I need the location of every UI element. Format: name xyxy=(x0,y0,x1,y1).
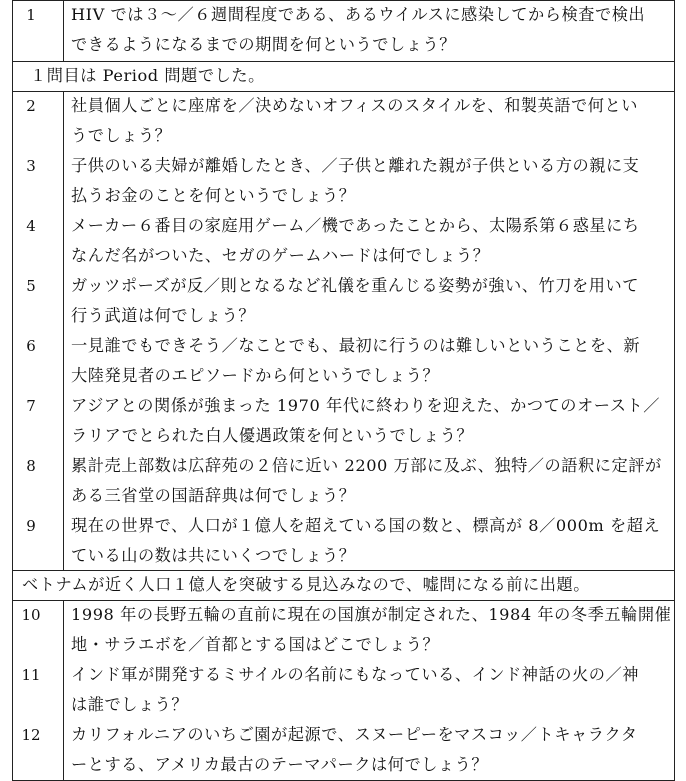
question-row-12 xyxy=(0,720,686,780)
question-text-line: メーカー６番目の家庭用ゲーム／機であったことから、太陽系第６惑星にち xyxy=(71,216,640,235)
question-number: 7 xyxy=(26,397,36,415)
question-number: 3 xyxy=(26,157,36,175)
question-text-line: なんだ名がついた、セガのゲームハードは何でしょう？ xyxy=(71,246,490,265)
question-text-line: 累計売上部数は広辞苑の２倍に近い 2200 万部に及ぶ、独特／の語釈に定評が xyxy=(71,456,662,475)
question-row-6 xyxy=(0,331,686,391)
question-text-line: ガッツポーズが反／則となるなど礼儀を重んじる姿勢が強い、竹刀を用いて xyxy=(71,276,639,295)
question-text-line: アジアとの関係が強まった 1970 年代に終わりを迎えた、かつてのオースト／ xyxy=(71,396,660,415)
question-text-line: できるようになるまでの期間を何というでしょう？ xyxy=(71,35,456,54)
question-number: 1 xyxy=(26,6,36,24)
question-number: 12 xyxy=(21,726,41,744)
question-text-line: ラリアでとられた白人優遇政策を何というでしょう？ xyxy=(71,426,474,445)
question-text-line: うでしょう？ xyxy=(71,126,172,145)
question-number: 6 xyxy=(26,337,36,355)
question-text-line: 現在の世界で、人口が１億人を超えている国の数と、標高が 8／000m を超え xyxy=(71,516,661,535)
question-text-line: 払うお金のことを何というでしょう？ xyxy=(71,186,356,205)
question-text-line: は誰でしょう？ xyxy=(71,695,189,714)
question-text-line: 一見誰でもできそう／なことでも、最初に行うのは難しいということを、新 xyxy=(71,336,641,355)
question-row-11 xyxy=(0,660,686,720)
question-text-line: 行う武道は何でしょう？ xyxy=(71,306,256,325)
question-row-1 xyxy=(0,0,686,61)
question-number: 8 xyxy=(26,457,36,475)
question-number: 2 xyxy=(26,97,36,115)
question-row-8 xyxy=(0,451,686,511)
question-text-line: 社員個人ごとに座席を／決めないオフィスのスタイルを、和製英語で何とい xyxy=(71,96,638,115)
question-number: 5 xyxy=(26,277,36,295)
question-row-7 xyxy=(0,391,686,451)
question-row-10 xyxy=(0,600,686,660)
question-row-9 xyxy=(0,511,686,570)
question-text-line: HIV では３～／６週間程度である、あるウイルスに感染してから検査で検出 xyxy=(71,5,646,24)
note-text: １問目は Period 問題でした。 xyxy=(30,66,265,85)
question-row-4 xyxy=(0,211,686,271)
question-row-5 xyxy=(0,271,686,331)
question-text-line: 大陸発見者のエピソードから何というでしょう？ xyxy=(71,366,440,385)
question-number: 9 xyxy=(26,517,36,535)
question-row-2 xyxy=(0,91,686,151)
question-number: 11 xyxy=(21,666,41,684)
question-text-line: ーとする、アメリカ最古のテーマパークは何でしょう？ xyxy=(71,755,489,774)
question-text-line: 子供のいる夫婦が離婚したとき、／子供と離れた親が子供といる方の親に支 xyxy=(71,156,640,175)
question-text-line: 地・サラエボを／首都とする国はどこでしょう？ xyxy=(71,635,440,654)
question-text-line: カリフォルニアのいちご園が起源で、スヌーピーをマスコッ／トキャラクタ xyxy=(71,725,638,744)
note-row-2 xyxy=(0,570,686,600)
question-row-3 xyxy=(0,151,686,211)
question-number: 4 xyxy=(26,217,36,235)
question-text-line: ている山の数は共にいくつでしょう？ xyxy=(71,546,356,565)
question-text-line: ある三省堂の国語辞典は何でしょう？ xyxy=(71,486,356,505)
note-row-1 xyxy=(0,61,686,91)
question-text-line: 1998 年の長野五輪の直前に現在の国旗が制定された、1984 年の冬季五輪開催 xyxy=(71,605,672,624)
note-text: ベトナムが近く人口１億人を突破する見込みなので、嘘問になる前に出題。 xyxy=(22,575,590,594)
question-text-line: インド軍が開発するミサイルの名前にもなっている、インド神話の火の／神 xyxy=(71,665,639,684)
question-number: 10 xyxy=(21,606,41,624)
